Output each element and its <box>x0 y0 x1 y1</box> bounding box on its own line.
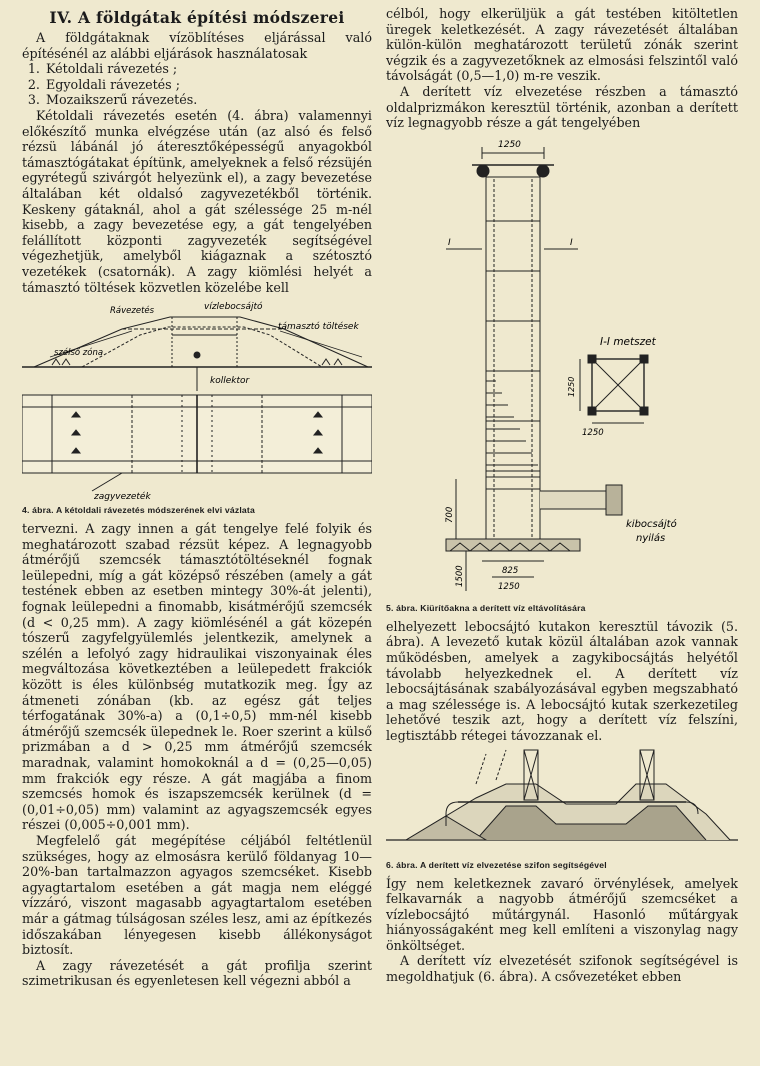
dam-plan-view <box>22 395 372 491</box>
method-item: 1. Kétoldali rávezetés ; <box>44 61 372 77</box>
siphon-section <box>386 750 738 840</box>
label-vizlebocsajto: vízlebocsájtó <box>204 302 263 313</box>
label-kibocsajto: kibocsájtó <box>626 518 677 530</box>
label-ravezetes: Rávezetés <box>110 306 155 317</box>
right-column <box>386 0 738 985</box>
methods-list <box>22 61 372 108</box>
figure-6-caption: 6. ábra. A derített víz elvezetése szifon segítségével <box>386 859 607 870</box>
figure-5-caption: 5. ábra. Kiürítőakna a derített víz eltávolítására <box>386 602 586 613</box>
dim-top: 1250 <box>498 139 521 150</box>
method-item: 3. Mozaikszerű rávezetés. <box>44 92 372 108</box>
method-item: 2. Egyoldali rávezetés ; <box>44 77 372 93</box>
intro-paragraph: A földgátaknak vízöblítéses eljárással való építésénél az alábbi eljárások használatosak <box>22 30 372 61</box>
dim-1250b: 1250 <box>498 581 520 592</box>
figure-4-diagram <box>22 295 372 503</box>
label-tamaszto: támasztó töltések <box>278 322 359 333</box>
paragraph-wells: elhelyezett lebocsájtó kutakon keresztül távozik (5. ábra). A levezető kutak közül általában azok vannak működésben, amelyek a zagykibocsájtás helyétől távolabb helyezkednek el. A derített víz lebocsájtásának szabályozásával egyben megszabható a mag szélessége is. A lebocsájtó kutak szerkezetileg lehetővé teszik azt, hogy a derített víz felszíni, legtisztább rétegei távozzanak el. <box>386 618 738 743</box>
figure-6-diagram <box>386 744 738 858</box>
shaft-elevation <box>446 147 622 591</box>
paragraph-siphon: A derített víz elvezetését szifonok segítségével is megoldhatjuk (6. ábra). A csővezetéket ebben <box>386 953 738 985</box>
paragraph-cavities: célból, hogy elkerüljük a gát testében kitöltetlen üregek keletkezését. A zagy rávezetését általában külön-külön meghatározott területű zónák szerint végzik és a zagyvezetőknek az elmosási felszintől való távolságát (0,5—1,0) m-re veszik. <box>386 6 738 84</box>
label-kollektor: kollektor <box>210 376 250 387</box>
label-szelso-zona: szélső zóna <box>54 348 104 359</box>
paragraph-drainage: A derített víz elvezetése részben a támasztó oldalprizmákon keresztül történik, azonban a derített víz legnagyobb része a gát tengelyében <box>386 83 738 131</box>
dim-700: 700 <box>445 506 455 523</box>
paragraph-clay-content: Megfelelő gát megépítése céljából feltétlenül szükséges, hogy az elmosásra kerülő földanyag 10—20%-ban tartalmazzon agyagos szemcséket. Kisebb agyagtartalom esetében a gát magja nem eléggé vízzáró, viszont magasabb agyagtartalom esetében már a gátmag túlságosan széles lesz, ami az építkezés időszakában lényegesen kisebb állékonyságot biztosít. <box>22 832 372 958</box>
left-column <box>22 0 372 989</box>
figure-5-diagram <box>386 131 738 601</box>
paragraph-vortex: Így nem keletkeznek zavaró örvénylések, amelyek felkavarnák a nagyobb átmérőjű szemcséket a vízlebocsájtó műtárgynál. Hasonló műtárgyak hiányosságaként meg kell említeni a viszonylag nagy önköltséget. <box>386 875 738 953</box>
dim-825: 825 <box>502 565 519 576</box>
section-title: I-I metszet <box>600 335 656 348</box>
figure-4-caption: 4. ábra. A kétoldali rávezetés módszerének elvi vázlata <box>22 505 255 516</box>
section-mark-left: I <box>448 237 451 248</box>
dim-1500: 1500 <box>455 565 465 587</box>
section-title: IV. A földgátak építési módszerei <box>49 8 345 27</box>
label-zagyvezetek: zagyvezeték <box>94 492 151 503</box>
paragraph-two-sided: Kétoldali rávezetés esetén (4. ábra) valamennyi előkészítő munka elvégzése után (az alsó és felső rézsü lábánál jó áteresztőképességű anyagokból támasztógátakat építünk, amelyeknek a felső rézsüjén egyrétegű szivárgót helyezünk el), a zagy bevezetése általában két oldalsó zagyvezetékből történik. Keskeny gátaknál, ahol a gát szélessége 25 m-nél kisebb, a zagy bevezetése egy, a gát tengelyében felállított központi zagyvezeték segítségével végezhetjük, amelyből kiágaznak a szétosztó vezetékek (csatornák). A zagy kiömlési helyét a támasztó töltések közvetlen közelébe kell <box>22 107 372 295</box>
section-detail <box>580 355 648 423</box>
dim-side-vertical: 1250 <box>567 376 576 397</box>
label-nyilas: nyilás <box>636 532 666 544</box>
section-mark-right: I <box>570 237 573 248</box>
dim-side-bottom: 1250 <box>582 427 604 438</box>
paragraph-symmetric: A zagy rávezetését a gát profilja szerint szimetrikusan és egyenletesen kell végezni abból a <box>22 957 372 989</box>
paragraph-continuation: tervezni. A zagy innen a gát tengelye felé folyik és meghatározott szabad rézsüt képez. A legnagyobb átmérőjű szemcsék támasztótöltéseknél fognak leülepedni, míg a gát középső részében (amely a gát testének ebben az esetben mintegy 30%-át jelenti), fognak leülepedni a finomabb, kisátmérőjű szemcsék (d < 0,25 mm). A zagy kiömlésénél a gát közepén tószerű zagyfelgyülemlés jelentkezik, amelynek a szélén a lefolyó zagy hidraulikai viszonyainak éles megváltozása következtében a leülepedett frakciók között is éles különbség mutatkozik meg. Így az átmeneti zónában (kb. az egész gát teljes térfogatának 30%-a) a (0,1÷0,5) mm-nél kisebb átmérőjű szemcsék ülepednek le. Roer szerint a külső prizmában a d > 0,25 mm átmérőjű szemcsék maradnak, valamint homokoknál a d = (0,25—0,05) mm frakciók egy része. A gát magjába a finom szemcsés homok és iszapszemcsék kerülnek (d = (0,01÷0,05) mm) valamint az agyagszemcsék egyes részei (0,005÷0,001 mm). <box>22 521 372 833</box>
